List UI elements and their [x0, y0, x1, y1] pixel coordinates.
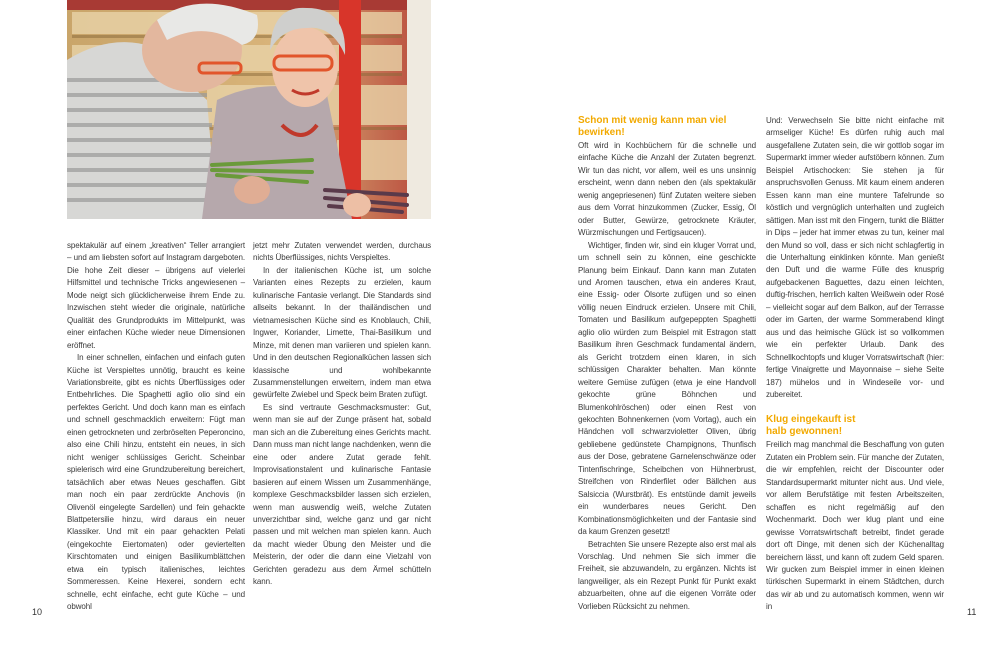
left-page-column-2	[253, 240, 431, 592]
paragraph: In der italienischen Küche ist, um solche Varianten eines Rezepts zu erzielen, kaum kulinarische Fantasie verlangt. Die Standards sind allseits bekannt. In der thailändischen und vietnamesischen Küche sind es Knoblauch, Chili, Ingwer, Koriander, Limette, Thai-Basilikum und Minze, mit denen man variieren und spielen kann. Und in den deutschen Regionalküchen lassen sich klassische und wohlbekannte Zusammenstellungen erweitern, indem man etwa gewürfelte Zwiebel und Speck beim Braten zufügt.	[253, 265, 431, 400]
section-heading: Schon mit wenig kann man viel bewirken!	[578, 115, 727, 138]
right-page-column-1	[578, 115, 756, 611]
paragraph: jetzt mehr Zutaten verwendet werden, durchaus nichts Überflüssiges, nichts Verspieltes.	[253, 241, 431, 263]
right-page-column-2	[766, 115, 944, 612]
paragraph: In einer schnellen, einfachen und einfach guten Küche ist Verspieltes unnötig, braucht es keine Variationsbreite, gibt es nichts Überflüssiges oder Entbehrliches. Die Spaghetti aglio olio sind ein perfektes Gericht. Und doch kann man es einfach und schnell geschmacklich erweitern: Fügt man einen getrockneten und zerbröselten Peperoncino, also eine Chili hinzu, entsteht ein neues, in sich nicht weniger schlüssiges Gericht. Scheinbar spielerisch wird eine Grundzubereitung bereichert, tatsächlich aber etwas Neues geschaffen. Gibt man noch ein paar zerdrückte Anchovis (in Olivenöl eingelegte Sardellen) und fein gehackte Blattpetersilie hinzu, wird daraus ein neuer Klassiker. Und mit ein paar gehackten Pelati (eingekochte Eiertomaten) oder geviertelten Kirschtomaten und einigen Basilikumblättchen etwa ein typisch italienisches, leichtes Sommeressen. Keine Hexerei, sondern echt schnelle, echt einfache, echt gute Küche – und obwohl	[67, 353, 245, 612]
paragraph: Wichtiger, finden wir, sind ein kluger Vorrat und, um schnell sein zu können, eine geschickte Planung beim Einkauf. Dann kann man Zutaten und Aromen tauschen, etwa ein anderes Kraut, eine Essig- oder Ölsorte zufügen und so einen völlig neuen Eindruck erzielen. Unsere mit Chili, Tomaten und Basilikum aufgepeppten Spaghetti aglio olio würden zum Beispiel mit Estragon statt Basilikum ihren Geschmack fundamental ändern, als Gericht trotzdem einen klaren, in sich schlüssigen Charakter behalten. Man könnte weitere Gemüse zufügen (etwa je eine Handvoll gekochte grüne Böhnchen und Blumenkohlröschen) oder einen Rest von gekochten Bohnenkernen (vom Vortag), auch ein Händchen voll schwarzvioletter Oliven, übrig gebliebene gedünstete Champignons, Thunfisch aus der Dose, gebratene Garnelenschwänze oder Tintenfischringe, Scheibchen von Hühnerbrust, Streifchen von Rinderfilet oder Bällchen aus Salsiccia (Wurstbrät). Es entstünde damit jeweils ein wunderbares neues Gericht. Den Kombinationsmöglichkeiten und der Fantasie sind da kaum Grenzen gesetzt!	[578, 240, 756, 537]
paragraph: Betrachten Sie unsere Rezepte also erst mal als Vorschlag. Und nehmen Sie sich immer die Freiheit, sie abzuwandeln, zu ergänzen. Nichts ist langweiliger, als ein Rezept Punkt für Punkt exakt abzuarbeiten, ohne auf die eigenen Vorräte oder Vorlieben Rücksicht zu nehmen.	[578, 539, 756, 611]
paragraph: spektakulär auf einem „kreativen“ Teller arrangiert – und am liebsten sofort auf Instagram dargeboten. Die hohe Zeit dieser – übrigens auf vielerlei Hilfsmittel und technische Tricks angewiesenen – Mode neigt sich glücklicherweise ihrem Ende zu. Inzwischen steht wieder die originale, natürliche Qualität des Grundprodukts im Mittelpunkt, was einer einfachen Küche wieder neue Dimensionen eröffnet.	[67, 241, 245, 350]
paragraph: Und: Verwechseln Sie bitte nicht einfache mit armseliger Küche! Es dürfen ruhig auch mal ausgefallene Zutaten sein, die wir gottlob sogar im Supermarkt immer wieder aufstöbern können. Zum Beispiel Artischocken: Sie stehen ja für anspruchsvollen Genuss. Mit kaum einem anderen Essen kann man eine muntere Tafelrunde so köstlich und vergnüglich unterhalten und zugleich sättigen. Man isst mit den Fingern, tunkt die Blätter in Dips – jeder hat immer etwas zu tun, keiner mal den Mund so voll, dass er sich nicht schlagfertig in die Unterhaltung einklinken könnte. Man genießt den Duft und die warme Fülle des knusprig aufgebackenen Baguettes, dazu einen leichten, duftig-frischen, herrlich kalten Weißwein oder Rosé – vielleicht sogar auf dem Balkon, auf der Terrasse oder im Garten, der warme Sommerabend klingt aus und das heimische Glück ist so vollkommen wie ein perfekter Urlaub. Dank des Schnellkochtopfs und kluger Vorratswirtschaft (hier: fertige Vinaigrette und Mayonnaise – siehe Seite 187) mühelos und in Windeseile vor- und zubereitet.	[766, 116, 944, 399]
page-number-left: 10	[32, 607, 43, 617]
photo-illustration	[67, 0, 431, 219]
left-page-column-1	[67, 240, 245, 612]
paragraph: Freilich mag manchmal die Beschaffung von guten Zutaten ein Problem sein. Für manche der Zutaten, die wir empfehlen, reicht der Discounter oder Standardsupermarkt mitunter nicht aus. Und viele, vor allem Berufstätige mit festen Arbeitszeiten, schaffen es nicht regelmäßig auf den Wochenmarkt. Doch wer klug plant und eine gewisse Vorratswirtschaft betreibt, findet gerade dort oft Dinge, mit denen sich der Küchenalltag bereichern lässt, und kann oft zudem Geld sparen. Wir gucken zum Beispiel immer in einen kleinen türkischen Supermarkt in einem Städtchen, durch das wir ab und zu automatisch kommen, wenn wir in	[766, 440, 944, 612]
section-heading: Klug eingekauft ist halb gewonnen!	[766, 414, 856, 438]
photo-couple-with-asparagus	[67, 0, 431, 219]
paragraph: Oft wird in Kochbüchern für die schnelle und einfache Küche die Anzahl der Zutaten begrenzt. Wir tun das nicht, vor allem, weil es uns unsinnig erscheint, wenn dann neben den (als spektakulär wenig angepriesenen) fünf Zutaten weitere sieben aus dem Vorrat hinzukommen (Zucker, Essig, Öl oder Butter, Gewürze, getrocknete Kräuter, Würzmischungen und Fertigsaucen).	[578, 141, 756, 238]
page-number-right: 11	[967, 607, 977, 617]
paragraph: Es sind vertraute Geschmacksmuster: Gut, wenn man sie auf der Zunge präsent hat, sobald man sich an die Zubereitung eines Gerichts macht. Dann muss man nicht lange nachdenken, wenn die eine oder andere Zutat gerade fehlt. Improvisationstalent und kulinarische Fantasie basieren auf einem Wissen um Zusammenhänge, komplexe Geschmacksbilder lassen sich erzielen, wenn man auswendig weiß, welche Zutaten unverzichtbar sind, welche ganz und gar nicht passen und mit welchen man spielen kann. Auch da macht wieder Übung den Meister und die Meisterin, der oder die dann eine Vielzahl von Gerichten geradezu aus dem Ärmel schütteln kann.	[253, 402, 431, 587]
